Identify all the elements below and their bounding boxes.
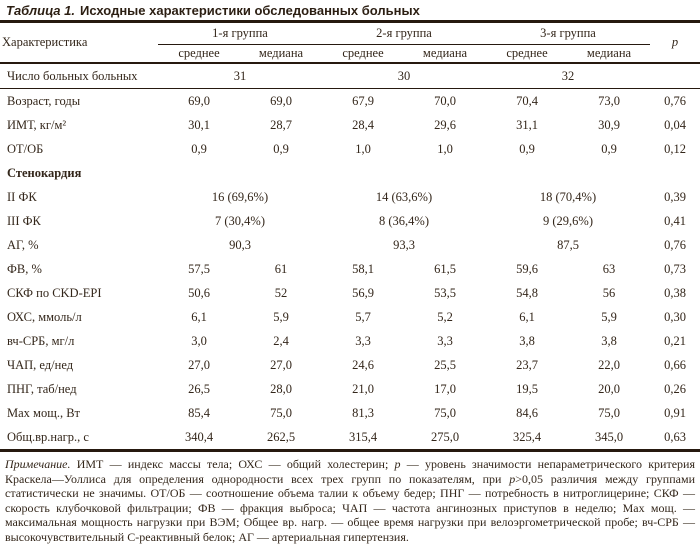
table-cell: 25,5 <box>434 358 456 372</box>
col-header-characteristic: Характеристика <box>0 23 158 63</box>
table-cell: СКФ по CKD-EPI <box>7 286 102 300</box>
table-cell: 0,9 <box>273 142 289 156</box>
table-cell: 54,8 <box>516 286 538 300</box>
table-cell: 0,04 <box>664 118 686 132</box>
table-cell: 17,0 <box>434 382 456 396</box>
table-cell: 24,6 <box>352 358 374 372</box>
col-header-mean-1: среднее <box>158 45 240 64</box>
table-row <box>0 329 700 353</box>
table-cell: 0,73 <box>664 262 686 276</box>
footnote-italic-segment: Примечание. <box>5 457 71 471</box>
table-cell: 262,5 <box>266 430 296 444</box>
table-cell: 29,6 <box>434 118 456 132</box>
table-cell: 345,0 <box>594 430 624 444</box>
table-body <box>0 63 700 451</box>
table-cell: 7 (30,4%) <box>215 214 265 228</box>
col-header-median-1: медиана <box>240 45 322 64</box>
table-cell: 0,30 <box>664 310 686 324</box>
table-cell: 325,4 <box>512 430 542 444</box>
table-cell: 0,38 <box>664 286 686 300</box>
table-cell: 53,5 <box>434 286 456 300</box>
col-header-group-2: 2-я группа <box>322 23 486 45</box>
table-cell: 84,6 <box>516 406 538 420</box>
table-row <box>0 89 700 114</box>
table-cell: II ФК <box>7 190 37 204</box>
table-cell: Общ.вр.нагр., с <box>7 430 89 444</box>
table-cell: 0,26 <box>664 382 686 396</box>
table-cell: 30,1 <box>188 118 210 132</box>
table-cell: 3,8 <box>601 334 617 348</box>
table-cell: 93,3 <box>393 238 415 252</box>
table-cell: 5,9 <box>273 310 289 324</box>
table-title <box>0 0 700 23</box>
table-cell: 5,7 <box>355 310 371 324</box>
table-row <box>0 233 700 257</box>
table-cell: 0,91 <box>664 406 686 420</box>
table-row <box>0 113 700 137</box>
table-row <box>0 425 700 451</box>
table-cell: 28,0 <box>270 382 292 396</box>
table-cell: 85,4 <box>188 406 210 420</box>
table-cell: 21,0 <box>352 382 374 396</box>
table-cell: 30 <box>322 63 486 89</box>
table-cell: ЧАП, ед/нед <box>7 358 74 372</box>
table-cell: ОХС, ммоль/л <box>7 310 82 324</box>
table-cell: Стенокардия <box>7 166 82 180</box>
table-row <box>0 137 700 161</box>
table-cell: 70,4 <box>516 94 538 108</box>
table-row <box>0 185 700 209</box>
footnote <box>0 452 700 544</box>
table-cell: Max мощ., Вт <box>7 406 80 420</box>
table-cell: 0,39 <box>664 190 686 204</box>
table-cell: 52 <box>274 286 288 300</box>
table-row <box>0 281 700 305</box>
table-cell: 6,1 <box>191 310 207 324</box>
table-cell: 58,1 <box>352 262 374 276</box>
table-cell: 1,0 <box>355 142 371 156</box>
table-cell: 56 <box>602 286 616 300</box>
table-cell: 0,12 <box>664 142 686 156</box>
table-cell: АГ, % <box>7 238 39 252</box>
table-cell: 28,4 <box>352 118 374 132</box>
table-cell: 61 <box>274 262 288 276</box>
table-cell: 8 (36,4%) <box>379 214 429 228</box>
table-cell: 63 <box>602 262 616 276</box>
table-cell: 23,7 <box>516 358 538 372</box>
footnote-text <box>5 457 695 544</box>
table-cell <box>650 63 700 89</box>
table-cell: 1,0 <box>437 142 453 156</box>
table-title-caption: Исходные характеристики обследованных больных <box>80 3 420 18</box>
table-cell: 315,4 <box>348 430 378 444</box>
table-cell: ОТ/ОБ <box>7 142 44 156</box>
table-cell: 56,9 <box>352 286 374 300</box>
col-header-group-3: 3-я группа <box>486 23 650 45</box>
table-cell: ФВ, % <box>7 262 42 276</box>
table-row <box>0 401 700 425</box>
footnote-italic-segment: p <box>509 471 516 486</box>
table-cell: 69,0 <box>270 94 292 108</box>
table-header <box>0 23 700 63</box>
table-row <box>0 209 700 233</box>
table-cell: 57,5 <box>188 262 210 276</box>
table-row <box>0 257 700 281</box>
table-cell: 27,0 <box>188 358 210 372</box>
table-cell: 0,21 <box>664 334 686 348</box>
table-cell: 30,9 <box>598 118 620 132</box>
table-cell: 26,5 <box>188 382 210 396</box>
table-cell: 75,0 <box>270 406 292 420</box>
table-cell: 27,0 <box>270 358 292 372</box>
table-cell: 31 <box>158 63 322 89</box>
table-cell: 69,0 <box>188 94 210 108</box>
table-cell: 0,9 <box>519 142 535 156</box>
footnote-segment: — уровень значимости непараметрического критерия Краскела—Уоллиса для определения однородности всех трех групп по показателям, при <box>5 457 695 486</box>
table-row <box>0 377 700 401</box>
table-cell: ИМТ, кг/м² <box>7 118 67 132</box>
table-cell: 75,0 <box>434 406 456 420</box>
table-cell: 19,5 <box>516 382 538 396</box>
table-title-number: Таблица 1. <box>6 3 75 18</box>
table-cell: 28,7 <box>270 118 292 132</box>
table-header-row-groups <box>0 23 700 45</box>
table-cell: 2,4 <box>273 334 289 348</box>
table-cell: Возраст, годы <box>7 94 81 108</box>
table-cell: 32 <box>486 63 650 89</box>
table-cell: ПНГ, таб/нед <box>7 382 77 396</box>
table-cell: 275,0 <box>430 430 460 444</box>
footnote-segment: ИМТ — индекс массы тела; ОХС — общий холестерин; <box>70 457 395 471</box>
table-cell: III ФК <box>7 214 41 228</box>
table-cell: 87,5 <box>557 238 579 252</box>
col-header-group-1: 1-я группа <box>158 23 322 45</box>
table-cell: 31,1 <box>516 118 538 132</box>
col-header-mean-2: среднее <box>322 45 404 64</box>
table-cell: 61,5 <box>434 262 456 276</box>
table-row <box>0 63 700 89</box>
col-header-median-3: медиана <box>568 45 650 64</box>
table-cell: 50,6 <box>188 286 210 300</box>
table-cell: 0,9 <box>601 142 617 156</box>
table-cell: 5,9 <box>601 310 617 324</box>
table-cell: 9 (29,6%) <box>543 214 593 228</box>
col-header-mean-3: среднее <box>486 45 568 64</box>
table-cell: 18 (70,4%) <box>539 190 597 204</box>
table-cell: 20,0 <box>598 382 620 396</box>
table-cell: 0,9 <box>191 142 207 156</box>
table-cell: 70,0 <box>434 94 456 108</box>
table-cell: 3,3 <box>355 334 371 348</box>
table-cell: 22,0 <box>598 358 620 372</box>
col-header-median-2: медиана <box>404 45 486 64</box>
table-cell: 5,2 <box>437 310 453 324</box>
table-cell: 0,76 <box>664 94 686 108</box>
table-row <box>0 305 700 329</box>
table-cell: 0,66 <box>664 358 686 372</box>
table-cell: 81,3 <box>352 406 374 420</box>
table-cell: 67,9 <box>352 94 374 108</box>
table-cell: 6,1 <box>519 310 535 324</box>
table-cell: 59,6 <box>516 262 538 276</box>
col-header-p: p <box>650 23 700 63</box>
table-cell: 3,8 <box>519 334 535 348</box>
patients-table <box>0 23 700 452</box>
footnote-italic-segment: p <box>394 457 401 471</box>
table-row <box>0 353 700 377</box>
footnote-segment: >0,05 различия между группами статистически не значимы. ОТ/ОБ — соотношение объема талии к объему бедер; ПНГ — потребность в нитроглицерине; СКФ — скорость клубочковой фильтрации; ФВ — фракция выброса; ЧАП — частота ангинозных приступов в неделю; Max мощ. — максимальная мощность нагрузки при ВЭМ; Общее вр. нагр. — общее время нагрузки при велоэргометрической пробе; вч-СРБ — высокочувствительный С-реактивный белок; АГ — артериальная гипертензия. <box>5 471 695 544</box>
table-cell: Число больных больных <box>0 63 158 89</box>
table-cell: 0,63 <box>664 430 686 444</box>
table-cell: 0,41 <box>664 214 686 228</box>
table-cell: 14 (63,6%) <box>375 190 433 204</box>
table-cell: 75,0 <box>598 406 620 420</box>
table-cell: 16 (69,6%) <box>211 190 269 204</box>
table-cell: 0,76 <box>664 238 686 252</box>
table-cell: 3,0 <box>191 334 207 348</box>
table-cell: 73,0 <box>598 94 620 108</box>
table-cell: вч-СРБ, мг/л <box>7 334 75 348</box>
table-cell: 90,3 <box>229 238 251 252</box>
table-cell: 340,4 <box>184 430 214 444</box>
table-cell: 3,3 <box>437 334 453 348</box>
table-row <box>0 161 700 185</box>
